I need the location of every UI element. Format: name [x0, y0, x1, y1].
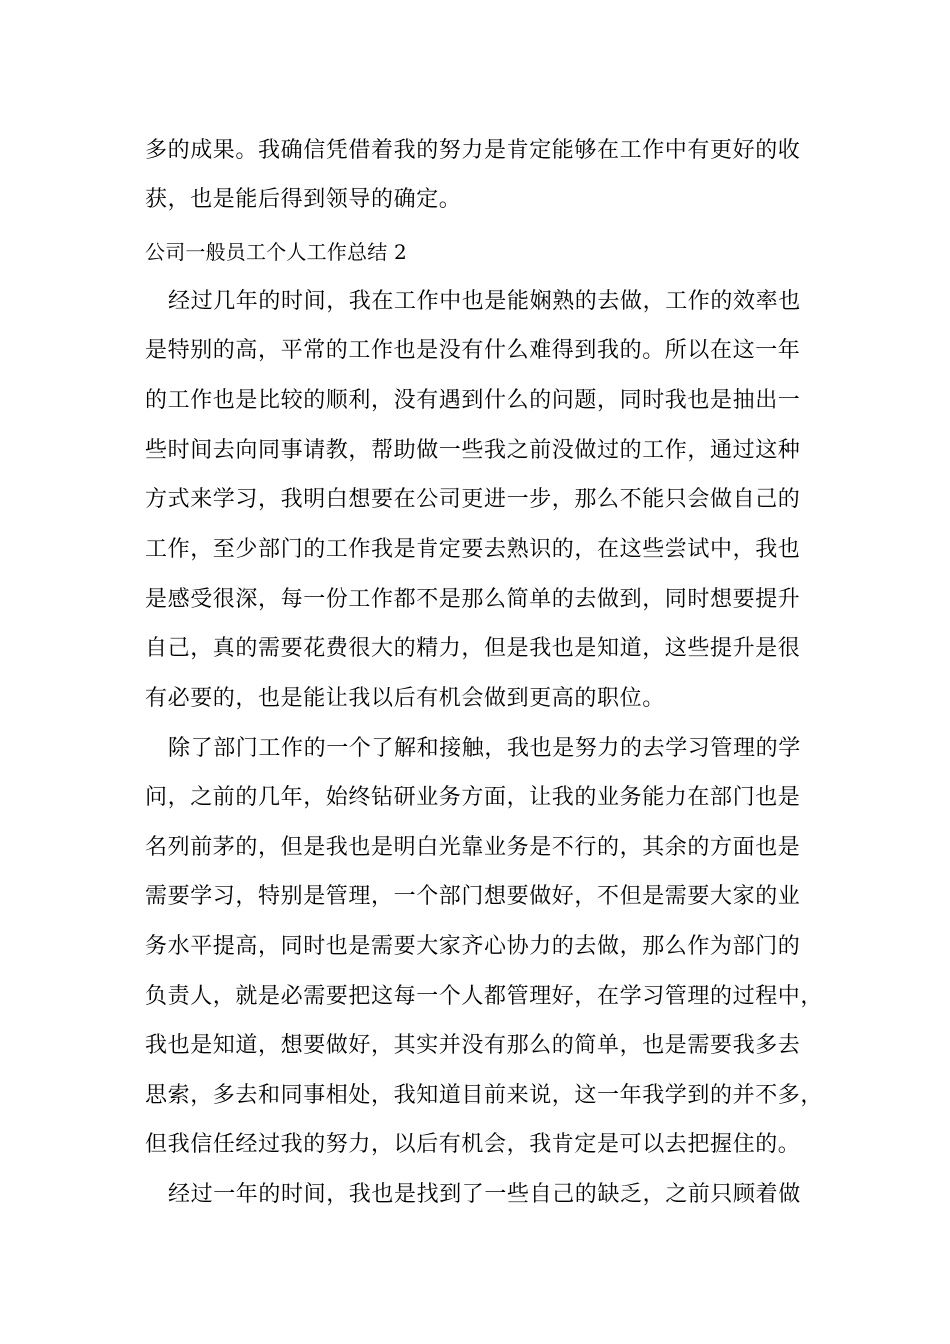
paragraph-1-line-3: 的工作也是比较的顺利，没有遇到什么的问题，同时我也是抽出一 [145, 388, 801, 413]
paragraph-2-line-4: 需要学习，特别是管理，一个部门想要做好，不但是需要大家的业 [145, 884, 801, 909]
paragraph-3-line-1: 经过一年的时间，我也是找到了一些自己的缺乏，之前只顾着做 [168, 1182, 801, 1207]
paragraph-1-line-6: 工作，至少部门的工作我是肯定要去熟识的，在这些尝试中，我也 [145, 537, 801, 562]
paragraph-1-line-7: 是感受很深，每一份工作都不是那么简单的去做到，同时想要提升 [145, 587, 801, 612]
paragraph-2-line-9: 但我信任经过我的努力，以后有机会，我肯定是可以去把握住的。 [145, 1132, 801, 1157]
paragraph-1-line-8: 自己，真的需要花费很大的精力，但是我也是知道，这些提升是很 [145, 636, 801, 661]
paragraph-2-line-6: 负责人，就是必需要把这每一个人都管理好，在学习管理的过程中， [145, 984, 824, 1009]
paragraph-2-line-7: 我也是知道，想要做好，其实并没有那么的简单，也是需要我多去 [145, 1033, 801, 1058]
continuation-line-1: 多的成果。我确信凭借着我的努力是肯定能够在工作中有更好的收 [145, 138, 801, 163]
paragraph-2-line-1: 除了部门工作的一个了解和接触，我也是努力的去学习管理的学 [168, 736, 801, 761]
paragraph-1-line-4: 些时间去向同事请教，帮助做一些我之前没做过的工作，通过这种 [145, 438, 801, 463]
paragraph-2-line-8: 思索，多去和同事相处，我知道目前来说，这一年我学到的并不多， [145, 1083, 824, 1108]
paragraph-1-line-1: 经过几年的时间，我在工作中也是能娴熟的去做，工作的效率也 [168, 289, 801, 314]
paragraph-1-line-2: 是特别的高，平常的工作也是没有什么难得到我的。所以在这一年 [145, 338, 801, 363]
section-heading: 公司一般员工个人工作总结 2 [145, 240, 407, 264]
paragraph-2-line-3: 名列前茅的，但是我也是明白光靠业务是不行的，其余的方面也是 [145, 835, 801, 860]
paragraph-2-line-5: 务水平提高，同时也是需要大家齐心协力的去做，那么作为部门的 [145, 934, 801, 959]
paragraph-2-line-2: 问，之前的几年，始终钻研业务方面，让我的业务能力在部门也是 [145, 785, 801, 810]
paragraph-1-line-9: 有必要的，也是能让我以后有机会做到更高的职位。 [145, 686, 665, 711]
paragraph-1-line-5: 方式来学习，我明白想要在公司更进一步，那么不能只会做自己的 [145, 487, 801, 512]
continuation-line-2: 获，也是能后得到领导的确定。 [145, 187, 462, 212]
